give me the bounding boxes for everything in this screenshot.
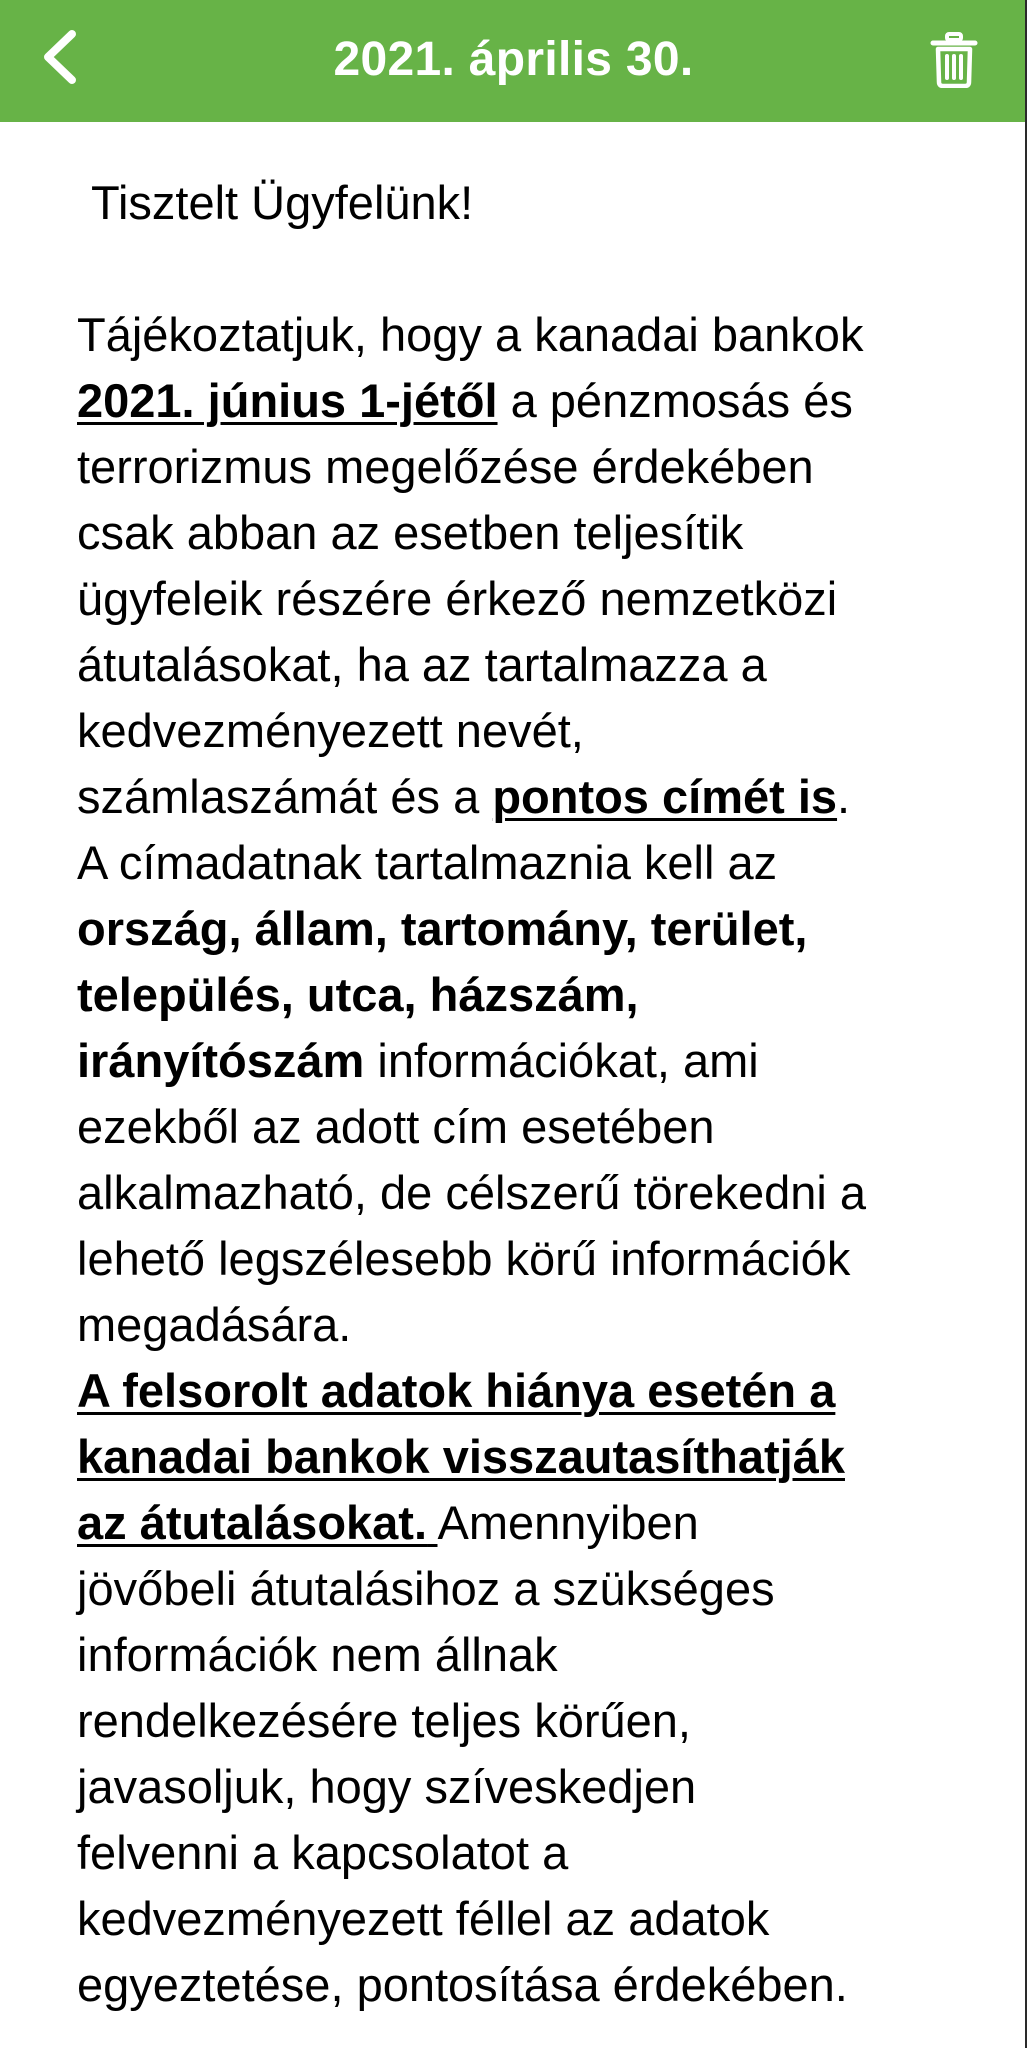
message-paragraph — [77, 302, 1012, 2018]
address-highlight: pontos címét is — [492, 770, 838, 823]
effective-date: 2021. június 1-jétől — [77, 374, 498, 427]
text-line — [77, 1490, 1012, 1556]
address-fields: település, utca, házszám, — [77, 968, 639, 1021]
text-line: terrorizmus megelőzése érdekében — [77, 440, 814, 493]
text-fragment — [427, 1496, 437, 1549]
text-fragment: . — [837, 770, 851, 823]
text-line: kedvezményezett féllel az adatok — [77, 1892, 770, 1945]
text-line: kedvezményezett nevét, — [77, 704, 584, 757]
message-body — [77, 170, 1012, 2018]
text-line: lehető legszélesebb körű információk — [77, 1232, 851, 1285]
text-line: ügyfeleik részére érkező nemzetközi — [77, 572, 838, 625]
text-line: információk nem állnak — [77, 1628, 558, 1681]
text-fragment: információkat, ami — [364, 1034, 759, 1087]
text-line — [77, 764, 1012, 830]
text-fragment: a pénzmosás és — [497, 374, 853, 427]
page-title: 2021. április 30. — [333, 33, 694, 86]
text-line: jövőbeli átutalásihoz a szükséges — [77, 1562, 775, 1615]
delete-button[interactable] — [930, 32, 978, 88]
text-line: rendelkezésére teljes körűen, — [77, 1694, 691, 1747]
greeting-text: Tisztelt Ügyfelünk! — [91, 176, 474, 229]
text-fragment: Amennyiben — [437, 1496, 699, 1549]
text-line: megadására. — [77, 1298, 352, 1351]
text-line: A címadatnak tartalmaznia kell az — [77, 836, 778, 889]
address-fields: ország, állam, tartomány, terület, — [77, 902, 808, 955]
warning-text: kanadai bankok visszautasíthatják — [77, 1430, 845, 1483]
text-line: Tájékoztatjuk, hogy a kanadai bankok — [77, 308, 864, 361]
trash-icon — [930, 32, 978, 88]
address-fields: irányítószám — [77, 1034, 365, 1087]
text-line: csak abban az esetben teljesítik — [77, 506, 744, 559]
text-fragment: számlaszámát és a — [77, 770, 493, 823]
warning-text: az átutalásokat. — [77, 1496, 428, 1549]
warning-text: A felsorolt adatok hiánya esetén a — [77, 1364, 836, 1417]
text-line: egyeztetése, pontosítása érdekében. — [77, 1958, 848, 2011]
text-line: átutalásokat, ha az tartalmazza a — [77, 638, 767, 691]
text-line: alkalmazható, de célszerű törekedni a — [77, 1166, 866, 1219]
text-line: ezekből az adott cím esetében — [77, 1100, 715, 1153]
text-line — [77, 368, 1012, 434]
text-line — [77, 1028, 1012, 1094]
header-bar — [0, 0, 1027, 122]
text-line: javasoljuk, hogy szíveskedjen — [77, 1760, 697, 1813]
text-line: felvenni a kapcsolatot a — [77, 1826, 569, 1879]
